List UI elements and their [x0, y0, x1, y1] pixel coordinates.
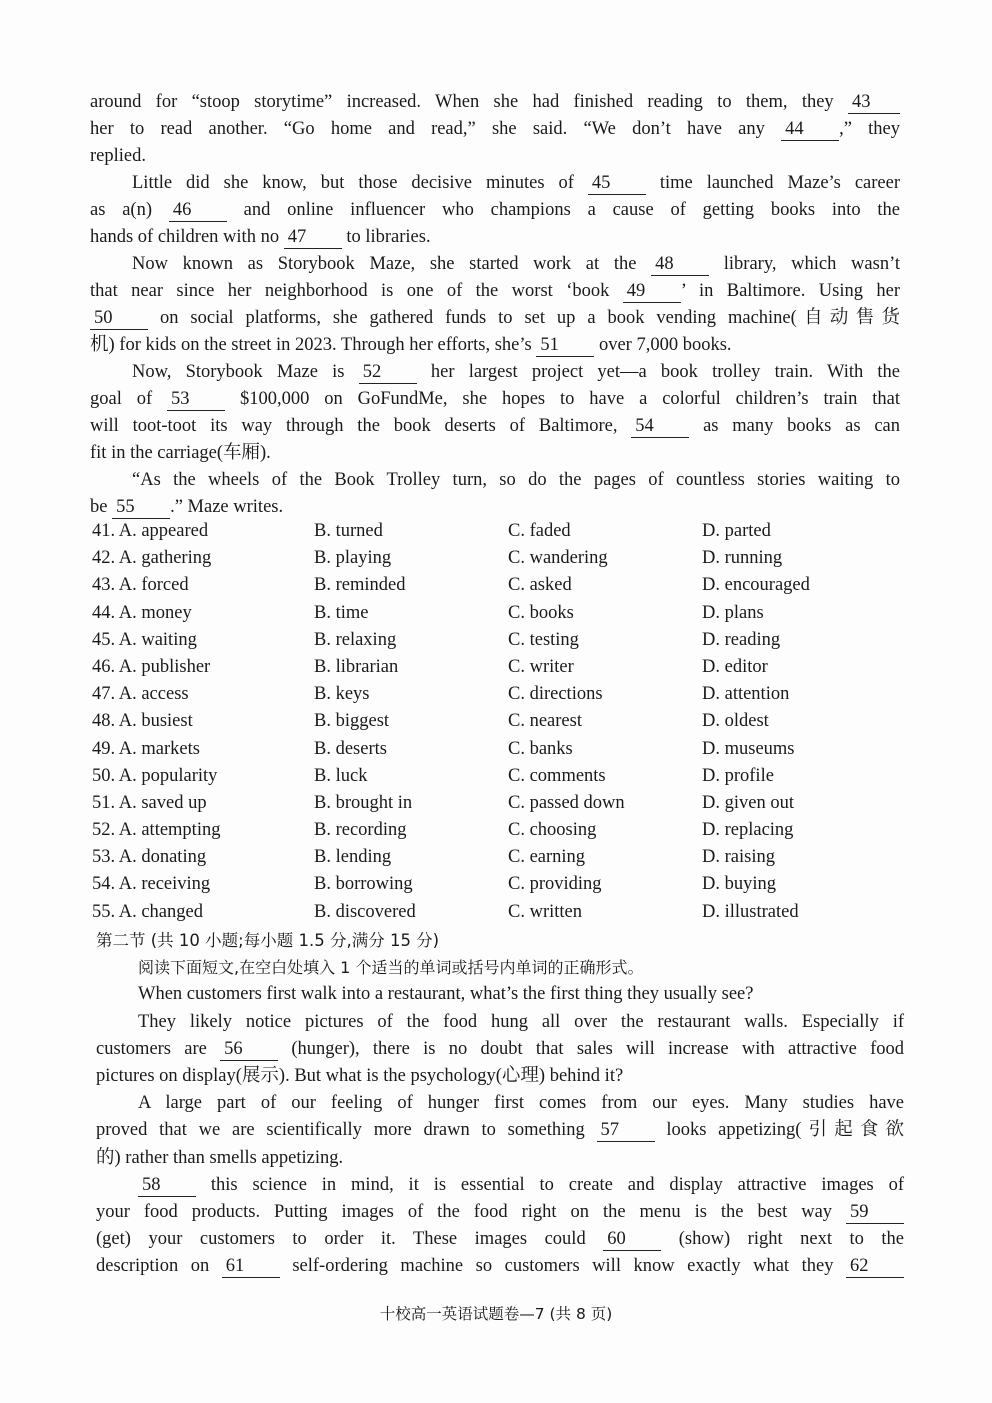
- option-d: D. oldest: [702, 711, 769, 732]
- section-heading: 第二节 (共 10 小题;每小题 1.5 分,满分 15 分): [96, 931, 440, 950]
- option-a: A. appeared: [118, 521, 209, 541]
- blank-45: 45: [588, 173, 646, 195]
- option-row-47: 47. A. access B. keys C. directions D. attention: [92, 684, 790, 705]
- text-line: fit in the carriage(车厢).: [90, 443, 271, 463]
- option-d: D. replacing: [702, 820, 794, 841]
- option-a: A. forced: [118, 575, 189, 596]
- option-c: C. nearest: [508, 711, 582, 732]
- option-d: D. encouraged: [702, 575, 810, 596]
- text-line: 50 on social platforms, she gathered funds to set up a book vending machine(自动售货: [90, 305, 900, 332]
- option-row-54: 54. A. receiving B. borrowing C. providing D. buying: [92, 874, 776, 895]
- blank-57: 57: [597, 1120, 655, 1142]
- option-row-53: 53. A. donating B. lending C. earning D. raising: [92, 847, 775, 868]
- blank-52: 52: [359, 362, 417, 384]
- blank-59: 59: [846, 1202, 904, 1224]
- text-line: A large part of our feeling of hunger first comes from our eyes. Many studies have: [138, 1093, 904, 1114]
- text-line: as a(n) 46 and online influencer who champions a cause of getting books into the: [90, 200, 901, 220]
- section-2: [96, 927, 904, 1280]
- blank-62: 62: [846, 1256, 904, 1278]
- option-c: C. wandering: [508, 548, 608, 569]
- option-c: C. providing: [508, 874, 602, 895]
- option-d: D. reading: [702, 629, 781, 650]
- option-a: A. saved up: [118, 792, 207, 813]
- option-c: C. choosing: [508, 820, 597, 841]
- option-row-50: 50. A. popularity B. luck C. comments D. profile: [92, 765, 774, 786]
- option-c: C. directions: [508, 684, 603, 705]
- text-line: Little did she know, but those decisive minutes of 45 time launched Maze’s career: [132, 173, 900, 193]
- text-line: Now known as Storybook Maze, she started work at the 48 library, which wasn’t: [132, 254, 901, 274]
- text-line: Now, Storybook Maze is 52 her largest project yet—a book trolley train. With the: [132, 362, 901, 382]
- option-d: D. parted: [702, 521, 771, 541]
- blank-56: 56: [220, 1039, 278, 1061]
- option-a: A. busiest: [118, 711, 193, 732]
- option-c: C. banks: [508, 738, 573, 759]
- option-a: A. publisher: [118, 656, 211, 677]
- option-a: A. markets: [118, 738, 200, 759]
- option-a: A. gathering: [118, 548, 212, 569]
- text-line: “As the wheels of the Book Trolley turn, so do the pages of countless stories waiting to: [132, 470, 900, 490]
- option-b: B. playing: [314, 548, 392, 569]
- blank-49: 49: [623, 281, 681, 303]
- option-c: C. comments: [508, 765, 606, 786]
- option-row-44: 44. A. money B. time C. books D. plans: [92, 602, 764, 623]
- text-line: that near since her neighborhood is one of the worst ‘book 49 ’ in Baltimore. Using her: [90, 281, 900, 301]
- blank-46: 46: [169, 200, 227, 222]
- option-a: A. changed: [118, 901, 203, 922]
- option-c: C. written: [508, 901, 582, 922]
- passage-paragraph-1: [90, 89, 900, 170]
- option-c: C. earning: [508, 847, 586, 868]
- text-line: 的) rather than smells appetizing.: [96, 1147, 344, 1168]
- option-b: B. discovered: [314, 901, 416, 922]
- option-b: B. luck: [314, 765, 368, 786]
- text-line: 58 this science in mind, it is essential to create and display attractive images of: [96, 1172, 904, 1199]
- option-d: D. profile: [702, 765, 774, 786]
- text-line: goal of 53 $100,000 on GoFundMe, she hopes to have a colorful children’s train that: [90, 389, 901, 409]
- option-b: B. relaxing: [314, 629, 397, 650]
- text-line: proved that we are scientifically more drawn to something 57 looks appetizing(引起食欲: [96, 1120, 905, 1141]
- option-a: A. receiving: [118, 874, 211, 895]
- blank-55: 55: [112, 497, 170, 519]
- option-row-42: 42. A. gathering B. playing C. wandering D. running: [92, 548, 783, 569]
- text-line: be 55 .” Maze writes.: [90, 497, 284, 517]
- blank-53: 53: [167, 389, 225, 411]
- blank-43: 43: [848, 92, 900, 114]
- text-line: your food products. Putting images of the food right on the menu is the best way 59: [96, 1199, 904, 1226]
- option-b: B. borrowing: [314, 874, 413, 895]
- text-line: When customers first walk into a restaurant, what’s the first thing they usually see?: [138, 984, 754, 1005]
- option-b: B. biggest: [314, 711, 390, 732]
- option-row-46: 46. A. publisher B. librarian C. writer D. editor: [92, 656, 768, 677]
- option-row-45: 45. A. waiting B. relaxing C. testing D. reading: [92, 629, 781, 650]
- option-row-48: 48. A. busiest B. biggest C. nearest D. oldest: [92, 711, 769, 732]
- option-a: A. popularity: [118, 765, 218, 786]
- option-c: C. asked: [508, 575, 572, 596]
- option-b: B. turned: [314, 521, 383, 541]
- passage-paragraph-2: [90, 170, 900, 251]
- blank-48: 48: [651, 254, 709, 276]
- option-d: D. plans: [702, 602, 764, 623]
- option-row-41: 41. A. appeared B. turned C. faded D. parted: [92, 521, 771, 541]
- option-b: B. time: [314, 602, 369, 623]
- option-b: B. recording: [314, 820, 407, 841]
- option-d: D. editor: [702, 656, 768, 677]
- option-row-51: 51. A. saved up B. brought in C. passed down D. given out: [92, 792, 794, 813]
- text-line: description on 61 self-ordering machine so customers will know exactly what they 62: [96, 1253, 904, 1280]
- option-b: B. lending: [314, 847, 392, 868]
- text-line: They likely notice pictures of the food hung all over the restaurant walls. Especially if: [138, 1011, 904, 1032]
- text-line: (get) your customers to order it. These images could 60 (show) right next to the: [96, 1229, 905, 1250]
- option-b: B. deserts: [314, 738, 387, 759]
- text-line: will toot-toot its way through the book deserts of Baltimore, 54 as many books as can: [90, 416, 901, 436]
- option-row-52: 52. A. attempting B. recording C. choosing D. replacing: [92, 820, 794, 841]
- blank-47: 47: [284, 227, 342, 249]
- option-b: B. keys: [314, 684, 370, 705]
- passage-paragraph-5: [90, 467, 900, 521]
- option-a: A. attempting: [118, 820, 221, 841]
- option-d: D. running: [702, 548, 783, 569]
- blank-50: 50: [90, 308, 148, 330]
- option-a: A. donating: [118, 847, 207, 868]
- passage-paragraph-4: [90, 359, 900, 467]
- option-a: A. access: [118, 684, 189, 705]
- option-row-43: 43. A. forced B. reminded C. asked D. encouraged: [92, 575, 810, 596]
- answer-options: [92, 521, 902, 929]
- option-b: B. librarian: [314, 656, 399, 677]
- option-d: D. illustrated: [702, 901, 799, 922]
- option-a: A. money: [118, 602, 192, 623]
- option-row-49: 49. A. markets B. deserts C. banks D. museums: [92, 738, 795, 759]
- option-d: D. raising: [702, 847, 775, 868]
- text-line: pictures on display(展示). But what is the psychology(心理) behind it?: [96, 1065, 624, 1086]
- passage-paragraph-3: [90, 251, 900, 359]
- page-footer: 十校高一英语试题卷—7 (共 8 页): [379, 1305, 613, 1323]
- option-b: B. brought in: [314, 792, 413, 813]
- option-d: D. given out: [702, 792, 794, 813]
- blank-51: 51: [536, 335, 594, 357]
- blank-54: 54: [631, 416, 689, 438]
- text-line: her to read another. “Go home and read,” she said. “We don’t have any 44 ,” they: [90, 119, 900, 139]
- option-c: C. passed down: [508, 792, 625, 813]
- option-c: C. books: [508, 602, 574, 623]
- blank-44: 44: [781, 119, 839, 141]
- blank-58: 58: [138, 1175, 196, 1197]
- blank-61: 61: [222, 1256, 280, 1278]
- text-line: hands of children with no 47 to libraries.: [90, 227, 431, 247]
- section-instruction: 阅读下面短文,在空白处填入 1 个适当的单词或括号内单词的正确形式。: [138, 958, 644, 978]
- text-line: around for “stoop storytime” increased. When she had finished reading to them, they 43: [90, 89, 900, 116]
- option-b: B. reminded: [314, 575, 406, 596]
- option-d: D. museums: [702, 738, 795, 759]
- text-line: customers are 56 (hunger), there is no doubt that sales will increase with attractive food: [96, 1038, 904, 1059]
- text-line: 机) for kids on the street in 2023. Through her efforts, she’s 51 over 7,000 books.: [90, 335, 732, 355]
- option-c: C. faded: [508, 521, 571, 541]
- option-a: A. waiting: [118, 629, 197, 650]
- option-row-55: 55. A. changed B. discovered C. written D. illustrated: [92, 901, 799, 922]
- option-c: C. writer: [508, 656, 574, 677]
- blank-60: 60: [603, 1229, 661, 1251]
- text-line: replied.: [90, 146, 146, 166]
- option-d: D. buying: [702, 874, 776, 895]
- option-c: C. testing: [508, 629, 579, 650]
- option-d: D. attention: [702, 684, 790, 705]
